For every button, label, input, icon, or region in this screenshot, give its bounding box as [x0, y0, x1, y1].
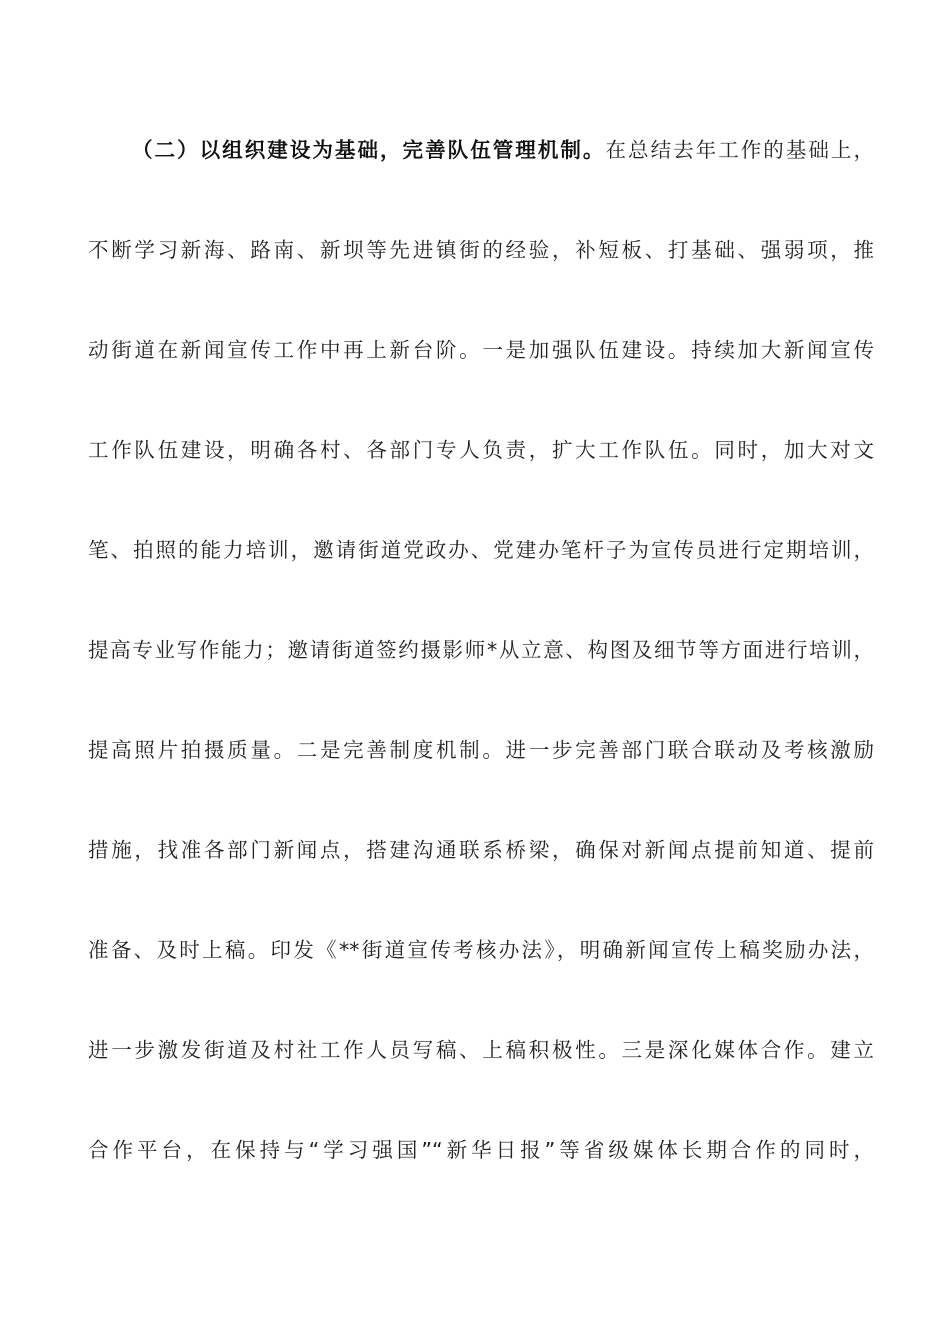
- paragraph-heading: （二）以组织建设为基础，完善队伍管理机制。: [132, 138, 606, 162]
- paragraph-line-3: 动街道在新闻宣传工作中再上新台阶。一是加强队伍建设。持续加大新闻宣传: [88, 338, 874, 362]
- paragraph-line-10: 进一步激发街道及村社工作人员写稿、上稿积极性。三是深化媒体合作。建立: [88, 1038, 874, 1062]
- paragraph-line-5: 笔、拍照的能力培训，邀请街道党政办、党建办笔杆子为宣传员进行定期培训，: [88, 538, 874, 562]
- paragraph-line-text: 在总结去年工作的基础上，: [605, 138, 874, 162]
- paragraph-line-4: 工作队伍建设，明确各村、各部门专人负责，扩大工作队伍。同时，加大对文: [88, 438, 874, 462]
- paragraph-line-9: 准备、及时上稿。印发《**街道宣传考核办法》，明确新闻宣传上稿奖励办法，: [88, 938, 874, 962]
- paragraph-line-6: 提高专业写作能力；邀请街道签约摄影师*从立意、构图及细节等方面进行培训，: [88, 638, 874, 662]
- paragraph-line-1: [132, 130, 874, 170]
- paragraph-line-8: 措施，找准各部门新闻点，搭建沟通联系桥梁，确保对新闻点提前知道、提前: [88, 838, 874, 862]
- paragraph-line-7: 提高照片拍摄质量。二是完善制度机制。进一步完善部门联合联动及考核激励: [88, 738, 874, 762]
- paragraph-line-2: 不断学习新海、路南、新坝等先进镇街的经验，补短板、打基础、强弱项，推: [88, 238, 874, 262]
- paragraph-line-11: 合作平台，在保持与“学习强国”“新华日报”等省级媒体长期合作的同时，: [88, 1138, 874, 1162]
